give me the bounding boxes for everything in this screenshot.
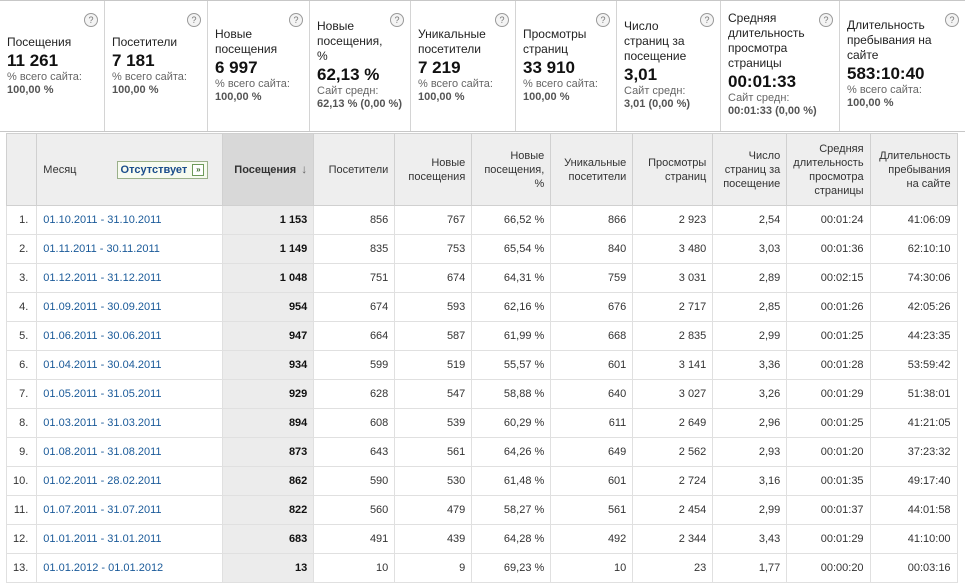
help-icon[interactable]: ? [700, 13, 714, 27]
summary-sub: % всего сайта: [523, 78, 598, 90]
table-row [7, 554, 958, 583]
table-cell: 53:59:42 [870, 351, 957, 380]
summary-sub-value: 00:01:33 (0,00 %) [728, 105, 817, 117]
table-cell: 74:30:06 [870, 264, 957, 293]
summary-sub: % всего сайта: [418, 78, 493, 90]
table-cell: 1,77 [713, 554, 787, 583]
table-cell: 674 [314, 293, 395, 322]
table-cell: 894 [223, 409, 314, 438]
summary-sub-value: 100,00 % [418, 91, 465, 103]
summary-label: Просмотры страниц [523, 27, 587, 56]
table-cell: 62,16 % [472, 293, 551, 322]
help-icon[interactable]: ? [289, 13, 303, 27]
summary-sub-value: 100,00 % [7, 84, 54, 96]
table-cell: 519 [395, 351, 472, 380]
table-cell: 2 344 [633, 525, 713, 554]
help-icon[interactable]: ? [495, 13, 509, 27]
table-cell: 599 [314, 351, 395, 380]
table-row [7, 293, 958, 322]
summary-visitors [105, 1, 208, 131]
help-icon[interactable]: ? [84, 13, 98, 27]
table-cell: 2 562 [633, 438, 713, 467]
table-cell: 42:05:26 [870, 293, 957, 322]
table-cell: 664 [314, 322, 395, 351]
table-cell: 41:10:00 [870, 525, 957, 554]
table-cell: 61,99 % [472, 322, 551, 351]
summary-sub: % всего сайта: [112, 71, 187, 83]
table-cell: 37:23:32 [870, 438, 957, 467]
table-row [7, 322, 958, 351]
column-header-visits[interactable]: Посещения ↓ [223, 134, 314, 206]
table-cell: 44:23:35 [870, 322, 957, 351]
table-row [7, 438, 958, 467]
table-cell: 1 149 [223, 235, 314, 264]
secondary-dimension-select[interactable] [117, 161, 209, 179]
table-cell: 561 [395, 438, 472, 467]
table-cell: 00:01:29 [787, 380, 870, 409]
table-row [7, 409, 958, 438]
summary-value: 11 261 [7, 51, 59, 70]
table-cell: 61,48 % [472, 467, 551, 496]
summary-unique-visitors [411, 1, 516, 131]
report-table [6, 133, 958, 583]
row-index: 3. [7, 264, 37, 293]
table-cell: 668 [551, 322, 633, 351]
month-header [37, 134, 223, 206]
table-cell: 822 [223, 496, 314, 525]
table-cell: 640 [551, 380, 633, 409]
table-cell: 41:21:05 [870, 409, 957, 438]
table-cell: 1 153 [223, 206, 314, 235]
table-cell: 3 480 [633, 235, 713, 264]
table-cell: 10 [314, 554, 395, 583]
table-cell: 00:01:28 [787, 351, 870, 380]
row-index: 2. [7, 235, 37, 264]
table-cell: 643 [314, 438, 395, 467]
table-cell: 587 [395, 322, 472, 351]
table-cell: 492 [551, 525, 633, 554]
table-cell: 00:01:20 [787, 438, 870, 467]
table-cell: 954 [223, 293, 314, 322]
help-icon[interactable]: ? [390, 13, 404, 27]
table-cell: 00:00:20 [787, 554, 870, 583]
summary-visits [0, 1, 105, 131]
month-link[interactable]: 01.02.2011 - 28.02.2011 [37, 467, 223, 496]
table-cell: 1 048 [223, 264, 314, 293]
summary-sub-value: 100,00 % [523, 91, 570, 103]
summary-sub: % всего сайта: [847, 84, 922, 96]
column-header-new-visits[interactable]: Новые посещения [395, 134, 472, 206]
summary-value: 6 997 [215, 58, 258, 77]
table-cell: 2 649 [633, 409, 713, 438]
summary-sub-value: 100,00 % [215, 91, 262, 103]
table-cell: 69,23 % [472, 554, 551, 583]
table-cell: 3,03 [713, 235, 787, 264]
table-cell: 2 717 [633, 293, 713, 322]
table-cell: 3,43 [713, 525, 787, 554]
chevron-down-icon: » [192, 164, 204, 176]
table-cell: 835 [314, 235, 395, 264]
row-index: 5. [7, 322, 37, 351]
summary-sub: % всего сайта: [215, 78, 290, 90]
table-cell: 3,36 [713, 351, 787, 380]
table-cell: 2 454 [633, 496, 713, 525]
table-cell: 751 [314, 264, 395, 293]
table-cell: 58,27 % [472, 496, 551, 525]
table-cell: 2,54 [713, 206, 787, 235]
summary-sub: Сайт средн: [728, 92, 790, 104]
table-cell: 23 [633, 554, 713, 583]
table-cell: 676 [551, 293, 633, 322]
summary-sub: Сайт средн: [624, 85, 686, 97]
table-cell: 590 [314, 467, 395, 496]
column-header-pages-per-visit[interactable]: Число страниц за посещение [713, 134, 787, 206]
table-row [7, 264, 958, 293]
row-index: 9. [7, 438, 37, 467]
table-cell: 9 [395, 554, 472, 583]
table-cell: 64,26 % [472, 438, 551, 467]
month-link[interactable]: 01.05.2011 - 31.05.2011 [37, 380, 223, 409]
table-cell: 561 [551, 496, 633, 525]
summary-sub-value: 100,00 % [847, 97, 894, 109]
summary-strip [0, 0, 965, 132]
table-cell: 608 [314, 409, 395, 438]
summary-value: 33 910 [523, 58, 575, 77]
table-cell: 2 923 [633, 206, 713, 235]
table-cell: 2,99 [713, 496, 787, 525]
summary-value: 00:01:33 [728, 72, 797, 91]
month-link[interactable]: 01.07.2011 - 31.07.2011 [37, 496, 223, 525]
table-cell: 601 [551, 467, 633, 496]
month-link[interactable]: 01.10.2011 - 31.10.2011 [37, 206, 223, 235]
column-header-avg-time-on-page[interactable]: Средняя длительность просмотра страницы [787, 134, 870, 206]
summary-new-visits [208, 1, 310, 131]
table-cell: 00:02:15 [787, 264, 870, 293]
table-cell: 934 [223, 351, 314, 380]
table-cell: 00:01:35 [787, 467, 870, 496]
summary-pageviews [516, 1, 617, 131]
table-cell: 3 031 [633, 264, 713, 293]
table-cell: 547 [395, 380, 472, 409]
table-row [7, 380, 958, 409]
table-cell: 2,89 [713, 264, 787, 293]
summary-label: Длительность пребывания на сайте [847, 18, 932, 62]
summary-sub-value: 100,00 % [112, 84, 159, 96]
row-index: 11. [7, 496, 37, 525]
table-cell: 2 835 [633, 322, 713, 351]
table-cell: 539 [395, 409, 472, 438]
table-cell: 58,88 % [472, 380, 551, 409]
table-cell: 2,85 [713, 293, 787, 322]
row-index: 13. [7, 554, 37, 583]
summary-label: Число страниц за посещение [624, 19, 687, 63]
summary-label: Посещения [7, 35, 72, 49]
row-index: 4. [7, 293, 37, 322]
table-cell: 2,99 [713, 322, 787, 351]
table-cell: 66,52 % [472, 206, 551, 235]
table-cell: 856 [314, 206, 395, 235]
table-cell: 2,93 [713, 438, 787, 467]
table-cell: 13 [223, 554, 314, 583]
help-icon[interactable]: ? [819, 13, 833, 27]
month-link[interactable]: 01.06.2011 - 30.06.2011 [37, 322, 223, 351]
summary-label: Новые посещения [215, 27, 278, 56]
table-cell: 3 027 [633, 380, 713, 409]
table-row [7, 235, 958, 264]
table-cell: 41:06:09 [870, 206, 957, 235]
table-cell: 55,57 % [472, 351, 551, 380]
summary-value: 7 219 [418, 58, 461, 77]
index-header [7, 134, 37, 206]
table-cell: 601 [551, 351, 633, 380]
table-cell: 593 [395, 293, 472, 322]
table-cell: 873 [223, 438, 314, 467]
table-cell: 2,96 [713, 409, 787, 438]
table-cell: 65,54 % [472, 235, 551, 264]
table-cell: 479 [395, 496, 472, 525]
table-cell: 64,31 % [472, 264, 551, 293]
table-cell: 439 [395, 525, 472, 554]
table-cell: 00:03:16 [870, 554, 957, 583]
summary-new-visits-percent [310, 1, 411, 131]
table-cell: 49:17:40 [870, 467, 957, 496]
table-body [7, 206, 958, 583]
column-header-pageviews[interactable]: Просмотры страниц [633, 134, 713, 206]
summary-label: Посетители [112, 35, 178, 49]
table-cell: 866 [551, 206, 633, 235]
table-cell: 51:38:01 [870, 380, 957, 409]
month-link[interactable]: 01.01.2011 - 31.01.2011 [37, 525, 223, 554]
table-cell: 3,26 [713, 380, 787, 409]
summary-label: Уникальные посетители [418, 27, 486, 56]
summary-sub-value: 62,13 % (0,00 %) [317, 98, 402, 110]
table-cell: 64,28 % [472, 525, 551, 554]
row-index: 10. [7, 467, 37, 496]
month-link[interactable]: 01.09.2011 - 30.09.2011 [37, 293, 223, 322]
table-row [7, 525, 958, 554]
table-cell: 674 [395, 264, 472, 293]
table-cell: 947 [223, 322, 314, 351]
table-cell: 00:01:25 [787, 409, 870, 438]
table-cell: 767 [395, 206, 472, 235]
table-header-row [7, 134, 958, 206]
sort-desc-icon: ↓ [301, 162, 308, 176]
table-cell: 840 [551, 235, 633, 264]
table-cell: 60,29 % [472, 409, 551, 438]
secondary-dimension-value: Отсутствует [120, 163, 188, 176]
table-cell: 00:01:36 [787, 235, 870, 264]
table-row [7, 351, 958, 380]
month-header-label: Месяц [43, 163, 77, 176]
summary-sub: % всего сайта: [7, 71, 82, 83]
table-row [7, 467, 958, 496]
summary-label: Средняя длительность просмотра страницы [728, 11, 805, 70]
help-icon[interactable]: ? [187, 13, 201, 27]
table-cell: 3 141 [633, 351, 713, 380]
table-cell: 560 [314, 496, 395, 525]
table-cell: 00:01:25 [787, 322, 870, 351]
help-icon[interactable]: ? [945, 13, 959, 27]
summary-time-on-site [840, 1, 965, 131]
month-link[interactable]: 01.11.2011 - 30.11.2011 [37, 235, 223, 264]
summary-sub-value: 3,01 (0,00 %) [624, 98, 691, 110]
table-cell: 628 [314, 380, 395, 409]
row-index: 6. [7, 351, 37, 380]
summary-sub: Сайт средн: [317, 85, 379, 97]
row-index: 8. [7, 409, 37, 438]
table-cell: 649 [551, 438, 633, 467]
table-cell: 62:10:10 [870, 235, 957, 264]
table-cell: 00:01:37 [787, 496, 870, 525]
column-header-new-visits-percent[interactable]: Новые посещения, % [472, 134, 551, 206]
help-icon[interactable]: ? [596, 13, 610, 27]
table-cell: 00:01:24 [787, 206, 870, 235]
summary-value: 62,13 % [317, 65, 380, 84]
summary-avg-time-on-page [721, 1, 840, 131]
table-cell: 759 [551, 264, 633, 293]
summary-value: 583:10:40 [847, 64, 925, 83]
table-cell: 683 [223, 525, 314, 554]
month-link[interactable]: 01.01.2012 - 01.01.2012 [37, 554, 223, 583]
table-cell: 00:01:29 [787, 525, 870, 554]
column-header-unique-visitors[interactable]: Уникальные посетители [551, 134, 633, 206]
month-link[interactable]: 01.03.2011 - 31.03.2011 [37, 409, 223, 438]
table-cell: 753 [395, 235, 472, 264]
table-cell: 10 [551, 554, 633, 583]
month-link[interactable]: 01.08.2011 - 31.08.2011 [37, 438, 223, 467]
table-cell: 3,16 [713, 467, 787, 496]
column-header-visitors[interactable]: Посетители [314, 134, 395, 206]
table-cell: 611 [551, 409, 633, 438]
summary-value: 7 181 [112, 51, 155, 70]
month-link[interactable]: 01.12.2011 - 31.12.2011 [37, 264, 223, 293]
row-index: 1. [7, 206, 37, 235]
table-cell: 2 724 [633, 467, 713, 496]
summary-pages-per-visit [617, 1, 721, 131]
table-cell: 44:01:58 [870, 496, 957, 525]
month-link[interactable]: 01.04.2011 - 30.04.2011 [37, 351, 223, 380]
row-index: 12. [7, 525, 37, 554]
table-cell: 929 [223, 380, 314, 409]
table-cell: 491 [314, 525, 395, 554]
table-row [7, 206, 958, 235]
table-cell: 00:01:26 [787, 293, 870, 322]
table-cell: 862 [223, 467, 314, 496]
row-index: 7. [7, 380, 37, 409]
summary-label: Новые посещения, % [317, 19, 383, 63]
summary-value: 3,01 [624, 65, 658, 84]
table-cell: 530 [395, 467, 472, 496]
table-row [7, 496, 958, 525]
column-header-time-on-site[interactable]: Длительность пребывания на сайте [870, 134, 957, 206]
